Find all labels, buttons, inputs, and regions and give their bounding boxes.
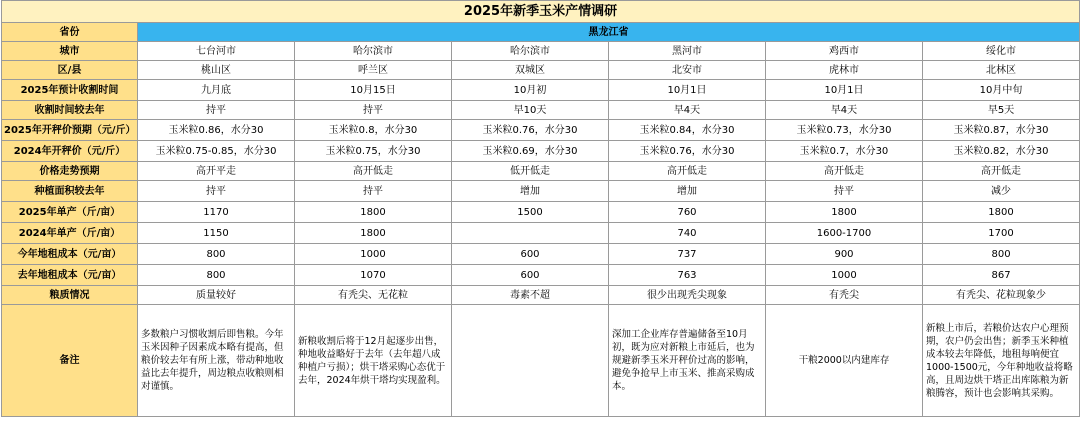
- cell-rent-2024-1: 800: [138, 265, 295, 286]
- cell-yield-2024-6: 1700: [923, 223, 1080, 244]
- cell-yield-2025-4: 760: [609, 202, 766, 223]
- cell-rent-2025-5: 900: [766, 244, 923, 265]
- row-label-city: 城市: [2, 42, 138, 61]
- cell-price-trend-2: 高开低走: [295, 162, 452, 181]
- cell-city-5: 鸡西市: [766, 42, 923, 61]
- table-title: 2025年新季玉米产情调研: [2, 1, 1080, 23]
- cell-district-6: 北林区: [923, 61, 1080, 80]
- row-label-price-trend: 价格走势预期: [2, 162, 138, 181]
- cell-quality-3: 毒素不超: [452, 286, 609, 305]
- row-label-yield-2024: 2024年单产（斤/亩）: [2, 223, 138, 244]
- row-label-yield-2025: 2025年单产（斤/亩）: [2, 202, 138, 223]
- cell-notes-6: 新粮上市后，若粮价达农户心理预期，农户仍会出售；新季玉米种植成本较去年降低，地租每响便宜1000-1500元，今年种地收益将略高，且周边烘干塔正出库陈粮为新粮腾容，预计也会影响其采购。: [923, 305, 1080, 417]
- cell-city-2: 哈尔滨市: [295, 42, 452, 61]
- cell-city-4: 黑河市: [609, 42, 766, 61]
- cell-rent-2025-1: 800: [138, 244, 295, 265]
- row-label-price-2024: 2024年开秤价（元/斤）: [2, 141, 138, 162]
- cell-rent-2025-4: 737: [609, 244, 766, 265]
- cell-notes-1: 多数粮户习惯收割后即售粮。今年玉米因种子因素成本略有提高，但粮价较去年有所上涨，带动种地收益比去年提升，周边粮点收粮则相对谨慎。: [138, 305, 295, 417]
- cell-harvest-time-3: 10月初: [452, 80, 609, 101]
- cell-price-2024-2: 玉米粒0.75，水分30: [295, 141, 452, 162]
- cell-district-3: 双城区: [452, 61, 609, 80]
- cell-price-2024-1: 玉米粒0.75-0.85，水分30: [138, 141, 295, 162]
- cell-yield-2025-6: 1800: [923, 202, 1080, 223]
- table-row: [2, 120, 1080, 141]
- table-row: [2, 286, 1080, 305]
- cell-price-2025-2: 玉米粒0.8，水分30: [295, 120, 452, 141]
- cell-yield-2025-1: 1170: [138, 202, 295, 223]
- cell-notes-4: 深加工企业库存普遍储备至10月初，既为应对新粮上市延后，也为规避新季玉米开秤价过高的影响，避免争抢早上市玉米、推高采购成本。: [609, 305, 766, 417]
- cell-yield-2025-3: 1500: [452, 202, 609, 223]
- row-label-district: 区/县: [2, 61, 138, 80]
- province-value: 黑龙江省: [138, 23, 1080, 42]
- cell-quality-5: 有秃尖: [766, 286, 923, 305]
- cell-price-2025-1: 玉米粒0.86，水分30: [138, 120, 295, 141]
- table-row: [2, 162, 1080, 181]
- cell-harvest-vs-last-1: 持平: [138, 101, 295, 120]
- cell-price-2025-3: 玉米粒0.76，水分30: [452, 120, 609, 141]
- row-label-area-vs-last: 种植面积较去年: [2, 181, 138, 202]
- cell-rent-2024-4: 763: [609, 265, 766, 286]
- cell-harvest-vs-last-5: 早4天: [766, 101, 923, 120]
- cell-city-6: 绥化市: [923, 42, 1080, 61]
- row-label-harvest-time: 2025年预计收割时间: [2, 80, 138, 101]
- cell-district-4: 北安市: [609, 61, 766, 80]
- table-row: [2, 181, 1080, 202]
- cell-quality-2: 有秃尖、无花粒: [295, 286, 452, 305]
- cell-price-trend-5: 高开低走: [766, 162, 923, 181]
- cell-area-vs-last-2: 持平: [295, 181, 452, 202]
- cell-yield-2024-5: 1600-1700: [766, 223, 923, 244]
- cell-harvest-vs-last-2: 持平: [295, 101, 452, 120]
- cell-harvest-vs-last-6: 早5天: [923, 101, 1080, 120]
- table-row: [2, 265, 1080, 286]
- cell-harvest-time-6: 10月中旬: [923, 80, 1080, 101]
- table-row: [2, 305, 1080, 417]
- cell-price-2024-6: 玉米粒0.82，水分30: [923, 141, 1080, 162]
- cell-harvest-vs-last-3: 早10天: [452, 101, 609, 120]
- cell-area-vs-last-1: 持平: [138, 181, 295, 202]
- cell-harvest-time-4: 10月1日: [609, 80, 766, 101]
- province-label: 省份: [2, 23, 138, 42]
- cell-price-2024-3: 玉米粒0.69，水分30: [452, 141, 609, 162]
- cell-rent-2024-6: 867: [923, 265, 1080, 286]
- cell-rent-2024-5: 1000: [766, 265, 923, 286]
- cell-area-vs-last-4: 增加: [609, 181, 766, 202]
- table-row: [2, 80, 1080, 101]
- cell-quality-4: 很少出现秃尖现象: [609, 286, 766, 305]
- cell-district-1: 桃山区: [138, 61, 295, 80]
- table-row: [2, 202, 1080, 223]
- cell-yield-2024-2: 1800: [295, 223, 452, 244]
- cell-price-trend-4: 高开低走: [609, 162, 766, 181]
- cell-area-vs-last-5: 持平: [766, 181, 923, 202]
- cell-price-2024-4: 玉米粒0.76，水分30: [609, 141, 766, 162]
- cell-notes-5: 干粮2000以内建库存: [766, 305, 923, 417]
- cell-city-1: 七台河市: [138, 42, 295, 61]
- cell-yield-2024-1: 1150: [138, 223, 295, 244]
- table-row: [2, 61, 1080, 80]
- table-row: [2, 244, 1080, 265]
- table-row: [2, 223, 1080, 244]
- row-label-notes: 备注: [2, 305, 138, 417]
- cell-yield-2024-4: 740: [609, 223, 766, 244]
- cell-rent-2024-2: 1070: [295, 265, 452, 286]
- cell-notes-3: [452, 305, 609, 417]
- province-row: [2, 23, 1080, 42]
- survey-table: [1, 0, 1080, 417]
- cell-price-2025-4: 玉米粒0.84，水分30: [609, 120, 766, 141]
- cell-rent-2025-3: 600: [452, 244, 609, 265]
- table-row: [2, 42, 1080, 61]
- row-label-quality: 粮质情况: [2, 286, 138, 305]
- cell-area-vs-last-6: 减少: [923, 181, 1080, 202]
- cell-harvest-time-5: 10月1日: [766, 80, 923, 101]
- cell-notes-2: 新粮收割后将于12月起逐步出售，种地收益略好于去年（去年超八成种植户亏损）；烘干塔采购心态优于去年，2024年烘干塔均实现盈利。: [295, 305, 452, 417]
- cell-yield-2025-2: 1800: [295, 202, 452, 223]
- title-row: [2, 1, 1080, 23]
- cell-price-trend-3: 低开低走: [452, 162, 609, 181]
- cell-city-3: 哈尔滨市: [452, 42, 609, 61]
- cell-yield-2024-3: [452, 223, 609, 244]
- cell-harvest-vs-last-4: 早4天: [609, 101, 766, 120]
- table-row: [2, 141, 1080, 162]
- cell-area-vs-last-3: 增加: [452, 181, 609, 202]
- cell-rent-2025-2: 1000: [295, 244, 452, 265]
- cell-price-trend-6: 高开低走: [923, 162, 1080, 181]
- cell-rent-2024-3: 600: [452, 265, 609, 286]
- cell-harvest-time-2: 10月15日: [295, 80, 452, 101]
- cell-district-5: 虎林市: [766, 61, 923, 80]
- cell-quality-6: 有秃尖、花粒现象少: [923, 286, 1080, 305]
- cell-rent-2025-6: 800: [923, 244, 1080, 265]
- cell-district-2: 呼兰区: [295, 61, 452, 80]
- row-label-rent-2025: 今年地租成本（元/亩）: [2, 244, 138, 265]
- cell-price-2024-5: 玉米粒0.7，水分30: [766, 141, 923, 162]
- cell-price-2025-5: 玉米粒0.73，水分30: [766, 120, 923, 141]
- cell-yield-2025-5: 1800: [766, 202, 923, 223]
- cell-price-2025-6: 玉米粒0.87，水分30: [923, 120, 1080, 141]
- cell-quality-1: 质量较好: [138, 286, 295, 305]
- table-row: [2, 101, 1080, 120]
- cell-harvest-time-1: 九月底: [138, 80, 295, 101]
- row-label-price-2025: 2025年开秤价预期（元/斤）: [2, 120, 138, 141]
- row-label-harvest-vs-last: 收割时间较去年: [2, 101, 138, 120]
- cell-price-trend-1: 高开平走: [138, 162, 295, 181]
- row-label-rent-2024: 去年地租成本（元/亩）: [2, 265, 138, 286]
